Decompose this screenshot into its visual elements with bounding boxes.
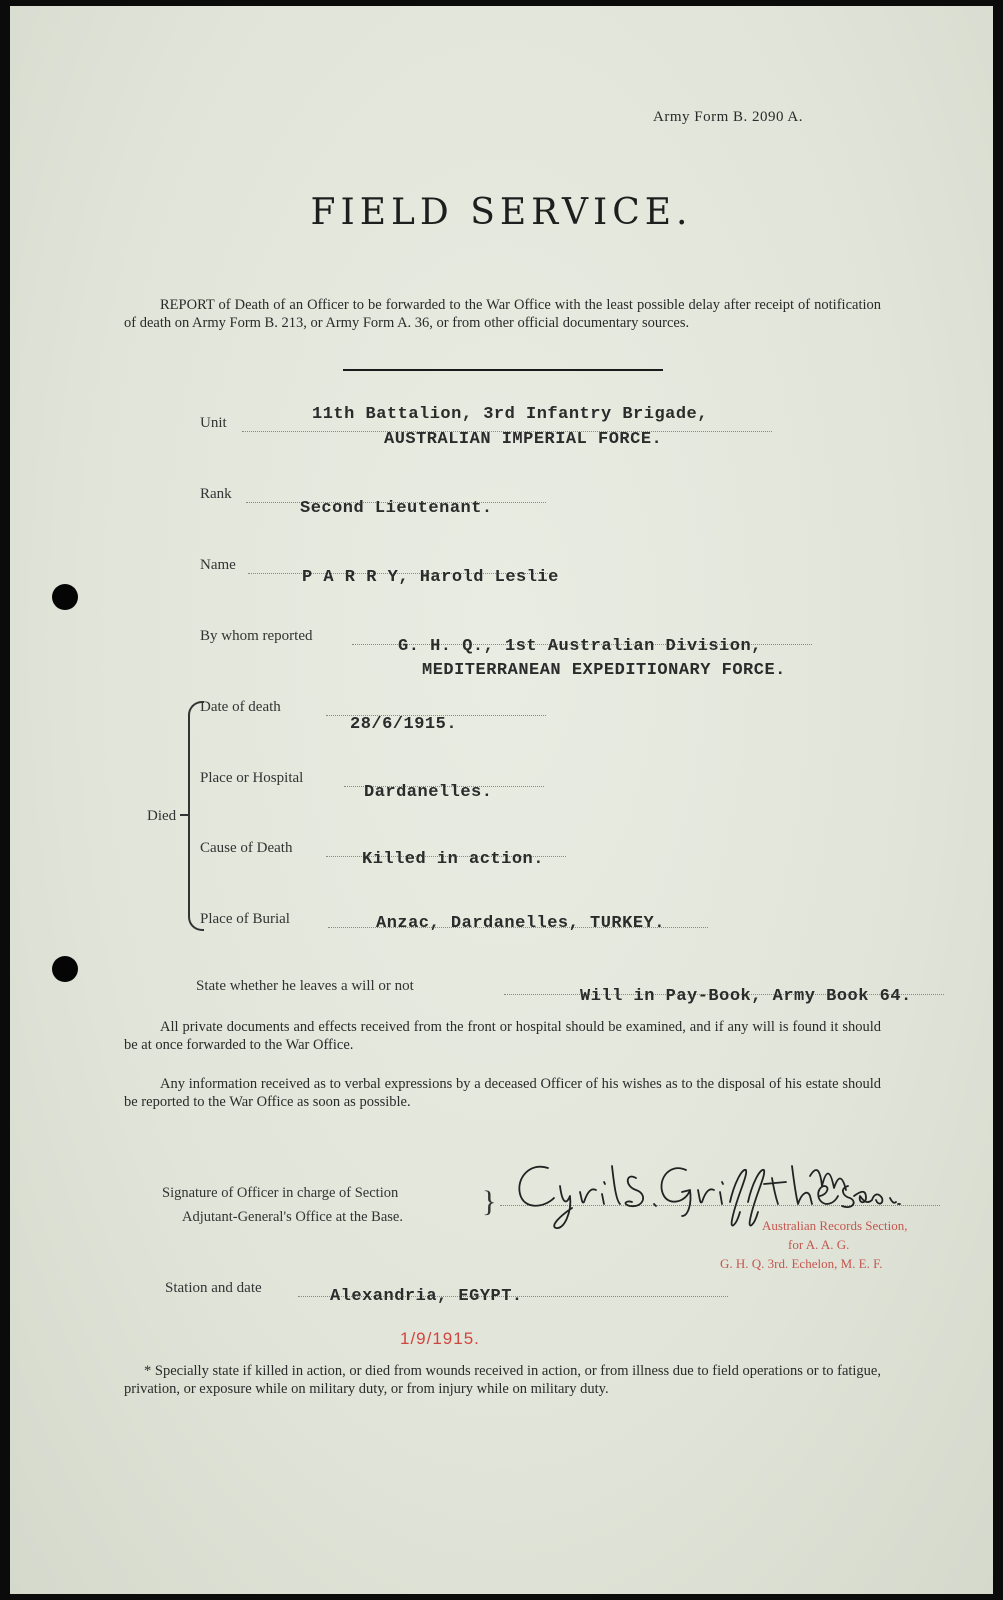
unit-label: Unit	[200, 415, 227, 431]
name-value: P A R R Y, Harold Leslie	[302, 568, 559, 587]
stamp-line3: G. H. Q. 3rd. Echelon, M. E. F.	[720, 1256, 883, 1271]
date-of-death-value: 28/6/1915.	[350, 715, 458, 734]
died-label: Died	[147, 808, 177, 824]
reported-by-label: By whom reported	[200, 628, 313, 644]
page-title: FIELD SERVICE.	[310, 192, 693, 233]
burial-value: Anzac, Dardanelles, TURKEY.	[376, 914, 665, 933]
reported-by-value-line2: MEDITERRANEAN EXPEDITIONARY FORCE.	[422, 661, 786, 680]
stamp-line2: for A. A. G.	[788, 1237, 850, 1252]
station-label: Station and date	[165, 1280, 262, 1296]
punch-hole-top	[52, 584, 78, 610]
divider	[343, 369, 663, 371]
died-brace-tip	[180, 814, 190, 816]
form-sheet	[10, 6, 993, 1594]
signature-brace: }	[482, 1185, 497, 1218]
signature-label-line1: Signature of Officer in charge of Section	[162, 1185, 399, 1201]
cause-label: Cause of Death	[200, 840, 293, 856]
intro-paragraph: REPORT of Death of an Officer to be forwarded to the War Office with the least possible delay after receipt of notification of death on Army Form B. 213, or Army Form A. 36, or from other official documentary sources.	[124, 297, 881, 331]
died-brace	[188, 701, 204, 931]
stamp-line1: Australian Records Section,	[762, 1218, 908, 1233]
name-label: Name	[200, 557, 236, 573]
footnote: * Specially state if killed in action, or died from wounds received in action, or from illness due to field operations or to fatigue, privation, or exposure while on military duty, or from injury while on military duty.	[124, 1363, 881, 1397]
burial-label: Place of Burial	[200, 911, 290, 927]
form-number: Army Form B. 2090 A.	[653, 109, 804, 125]
punch-hole-bottom	[52, 956, 78, 982]
station-value: Alexandria, EGYPT.	[330, 1287, 523, 1306]
rank-value: Second Lieutenant.	[300, 499, 493, 518]
will-label: State whether he leaves a will or not	[196, 978, 414, 994]
unit-value-line2: AUSTRALIAN IMPERIAL FORCE.	[384, 430, 663, 449]
place-value: Dardanelles.	[364, 783, 493, 802]
date-of-death-label: Date of death	[200, 699, 281, 715]
date-stamp: 1/9/1915.	[400, 1329, 480, 1348]
documents-note: All private documents and effects received from the front or hospital should be examined, and if any will is found it should be at once forwarded to the War Office.	[124, 1019, 881, 1053]
unit-value-line1: 11th Battalion, 3rd Infantry Brigade,	[312, 405, 708, 424]
place-label: Place or Hospital	[200, 770, 304, 786]
reported-by-value-line1: G. H. Q., 1st Australian Division,	[398, 637, 762, 656]
rank-label: Rank	[200, 486, 232, 502]
wishes-note: Any information received as to verbal expressions by a deceased Officer of his wishes as to the disposal of his estate should be reported to the War Office as soon as possible.	[124, 1076, 881, 1110]
will-value: Will in Pay-Book, Army Book 64.	[580, 987, 912, 1006]
signature-label-line2: Adjutant-General's Office at the Base.	[182, 1209, 403, 1225]
cause-value: Killed in action.	[362, 850, 544, 869]
